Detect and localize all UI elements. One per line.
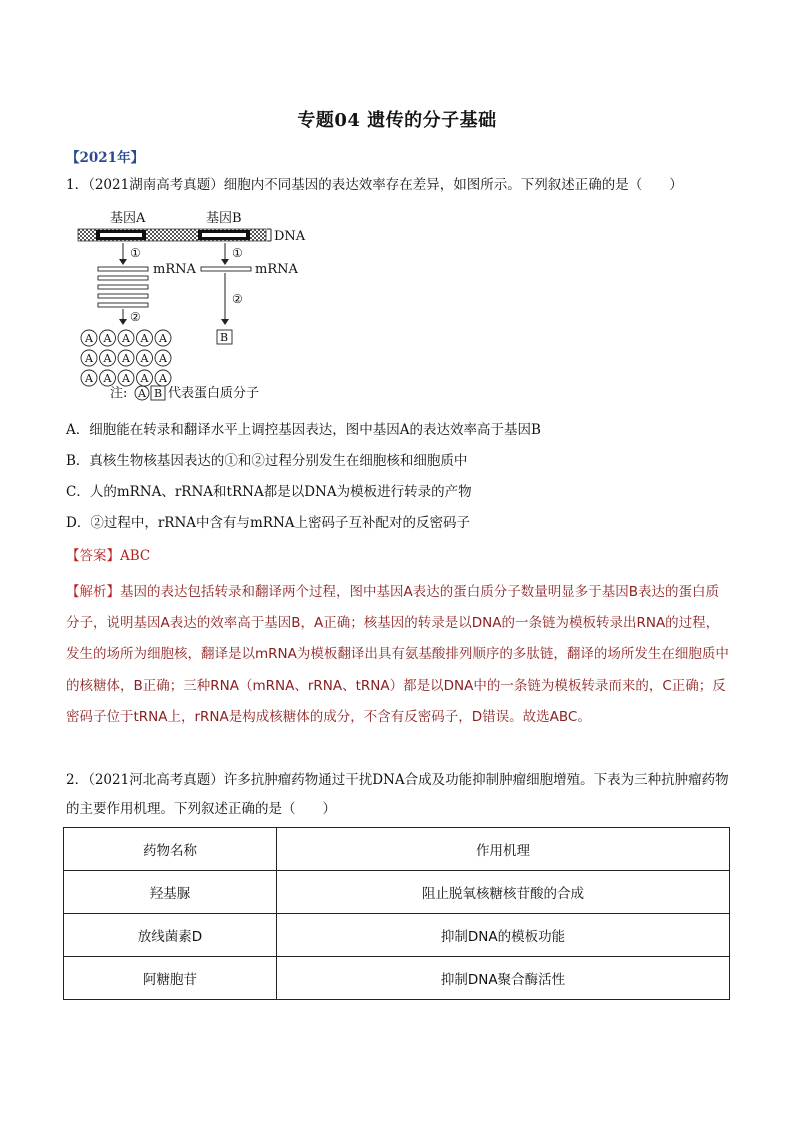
table-header-row <box>64 828 730 871</box>
mrna-label-b: mRNA <box>255 262 298 277</box>
mrna-label-a: mRNA <box>153 262 196 277</box>
protein-a-grid <box>81 330 171 386</box>
table-cell: 抑制DNA的模板功能 <box>277 914 730 957</box>
answer-value: ABC <box>120 548 151 564</box>
table-cell: 放线菌素D <box>64 914 277 957</box>
table-cell: 抑制DNA聚合酶活性 <box>277 957 730 1000</box>
page-title: 专题04 遗传的分子基础 <box>297 110 497 131</box>
step2-b: ② <box>232 292 243 306</box>
protein-a-letter: A <box>85 352 93 365</box>
table-cell: 阿糖胞苷 <box>64 957 277 1000</box>
protein-a-letter: A <box>103 352 112 365</box>
gene-a-label: 基因A <box>110 211 146 226</box>
protein-a-letter: A <box>140 332 149 345</box>
protein-a-letter: A <box>122 372 130 385</box>
answer-line <box>66 546 150 566</box>
protein-a-letter: A <box>85 332 93 345</box>
option-c: C．人的mRNA、rRNA和tRNA都是以DNA为模板进行转录的产物 <box>66 484 472 500</box>
protein-a-letter: A <box>140 372 149 385</box>
mrna-stack-a <box>98 267 148 307</box>
option-a: A．细胞能在转录和翻译水平上调控基因表达，图中基因A的表达效率高于基因B <box>66 422 541 438</box>
table-cell: 羟基脲 <box>64 871 277 914</box>
mrna-bar-b <box>201 267 251 271</box>
protein-a-letter: A <box>140 352 149 365</box>
table-row <box>64 871 730 914</box>
year-tag: 【2021年】 <box>66 150 145 166</box>
protein-a-letter: A <box>122 352 130 365</box>
note-prefix: 注: <box>110 386 128 401</box>
protein-a-letter: A <box>85 372 93 385</box>
protein-b-box <box>217 330 232 344</box>
table-row <box>64 957 730 1000</box>
analysis-tag: 【解析】 <box>66 584 120 600</box>
note-suffix: 代表蛋白质分子 <box>168 386 260 401</box>
step1-b: ① <box>232 246 243 260</box>
table-row <box>64 914 730 957</box>
table-cell: 阻止脱氧核糖核苷酸的合成 <box>277 871 730 914</box>
protein-a-letter: A <box>159 372 167 385</box>
protein-a-letter: A <box>159 332 167 345</box>
note-protein-a-letter: A <box>138 387 146 400</box>
analysis-paragraph <box>66 577 730 733</box>
protein-b-letter: B <box>220 331 229 344</box>
dna-label: DNA <box>274 229 306 244</box>
protein-a-letter: A <box>103 332 112 345</box>
drug-table <box>63 827 730 1000</box>
step2-a: ② <box>130 310 141 324</box>
option-b: B．真核生物核基因表达的①和②过程分别发生在细胞核和细胞质中 <box>66 453 468 469</box>
table-header-cell: 药物名称 <box>64 828 277 871</box>
option-d: D．②过程中，rRNA中含有与mRNA上密码子互补配对的反密码子 <box>66 515 471 531</box>
analysis-text: 基因的表达包括转录和翻译两个过程，图中基因A表达的蛋白质分子数量明显多于基因B表达的蛋白质分子，说明基因A表达的效率高于基因B，A正确；核基因的转录是以DNA的一条链为模板转录出RNA的过程，发生的场所为细胞核，翻译是以mRNA为模板翻译出具有氨基酸排列顺序的多肽链，翻译的场所发生在细胞质中的核糖体，B正确；三种RNA（mRNA、rRNA、tRNA）都是以DNA中的一条链为模板转录而来的，C正确；反密码子位于tRNA上，rRNA是构成核糖体的成分，不含有反密码子，D错误。故选ABC。 <box>66 584 729 725</box>
question-1-stem: 1．（2021湖南高考真题）细胞内不同基因的表达效率存在差异，如图所示。下列叙述正确的是（ ） <box>66 177 683 193</box>
table-header-cell: 作用机理 <box>277 828 730 871</box>
note-protein-b-letter: B <box>154 387 163 400</box>
protein-a-letter: A <box>122 332 130 345</box>
answer-tag: 【答案】 <box>66 548 120 564</box>
protein-a-letter: A <box>103 372 112 385</box>
dna-strand <box>78 229 271 241</box>
protein-a-letter: A <box>159 352 167 365</box>
step1-a: ① <box>130 246 141 260</box>
question-2-stem: 2．（2021河北高考真题）许多抗肿瘤药物通过干扰DNA合成及功能抑制肿瘤细胞增殖。下表为三种抗肿瘤药物的主要作用机理。下列叙述正确的是（ ） <box>66 772 729 817</box>
gene-expression-diagram <box>70 205 370 405</box>
gene-b-label: 基因B <box>206 211 242 226</box>
